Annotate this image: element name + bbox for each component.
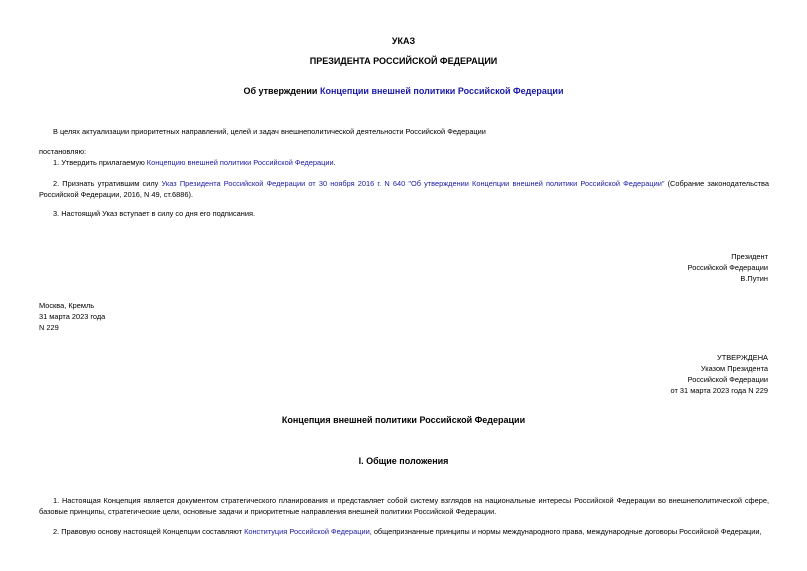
decree-heading: УКАЗ <box>391 36 416 46</box>
decree-title <box>0 86 807 96</box>
concept-clause-2-suffix: , общепризнанные принципы и нормы международного права, международные договоры Российской Федерации, <box>369 527 762 536</box>
clause-1-link[interactable]: Концепцию внешней политики Российской Федерации <box>146 158 334 167</box>
clause-1-text: 1. Утвердить прилагаемую <box>53 158 147 167</box>
approval-stamp: УТВЕРЖДЕНА <box>717 353 768 362</box>
signature-title: Президент <box>731 252 768 261</box>
clause-3: 3. Настоящий Указ вступает в силу со дня его подписания. <box>53 209 256 218</box>
approval-date: от 31 марта 2023 года N 229 <box>670 386 768 395</box>
approval-by: Указом Президента <box>700 364 768 373</box>
section-title: I. Общие положения <box>358 456 449 466</box>
decree-date: 31 марта 2023 года <box>39 312 106 321</box>
place: Москва, Кремль <box>39 301 95 310</box>
constitution-link[interactable]: Конституция Российской Федерации <box>244 527 370 536</box>
decree-title-prefix: Об утверждении <box>243 86 320 96</box>
clause-1 <box>53 157 336 168</box>
clause-2-suffix: (Собрание законодательства Российской Федерации, 2016, N 49, ст.6886). <box>39 179 769 199</box>
clause-2 <box>39 178 769 200</box>
decree-issuer: ПРЕЗИДЕНТА РОССИЙСКОЙ ФЕДЕРАЦИИ <box>309 56 498 66</box>
signature-country: Российской Федерации <box>687 263 768 272</box>
decree-number: N 229 <box>39 323 59 332</box>
approval-country: Российской Федерации <box>687 375 768 384</box>
concept-clause-1: 1. Настоящая Концепция является документом стратегического планирования и представляет собой систему взглядов на национальные интересы Российской Федерации во внешнеполитической сфере, базовые принципы, стратегические цели, основные задачи и приоритетные направления внешней политики Российской Федерации. <box>39 496 769 516</box>
clause-1-suffix: . <box>333 158 336 167</box>
concept-title: Концепция внешней политики Российской Федерации <box>281 415 526 425</box>
clause-2-text: 2. Признать утратившим силу <box>53 179 162 188</box>
signature-name: В.Путин <box>740 274 768 283</box>
concept-link[interactable]: Концепции внешней политики Российской Федерации <box>319 86 564 96</box>
decree-word: постановляю: <box>39 147 87 156</box>
intro-paragraph: В целях актуализации приоритетных направлений, целей и задач внешнеполитической деятельности Российской Федерации <box>53 127 486 136</box>
concept-clause-2-text: 2. Правовую основу настоящей Концепции составляют <box>53 527 245 536</box>
concept-clause-2 <box>39 526 769 537</box>
clause-2-link[interactable]: Указ Президента Российской Федерации от 30 ноября 2016 г. N 640 "Об утверждении Концепции внешней политики Российской Федерации" <box>161 179 665 188</box>
